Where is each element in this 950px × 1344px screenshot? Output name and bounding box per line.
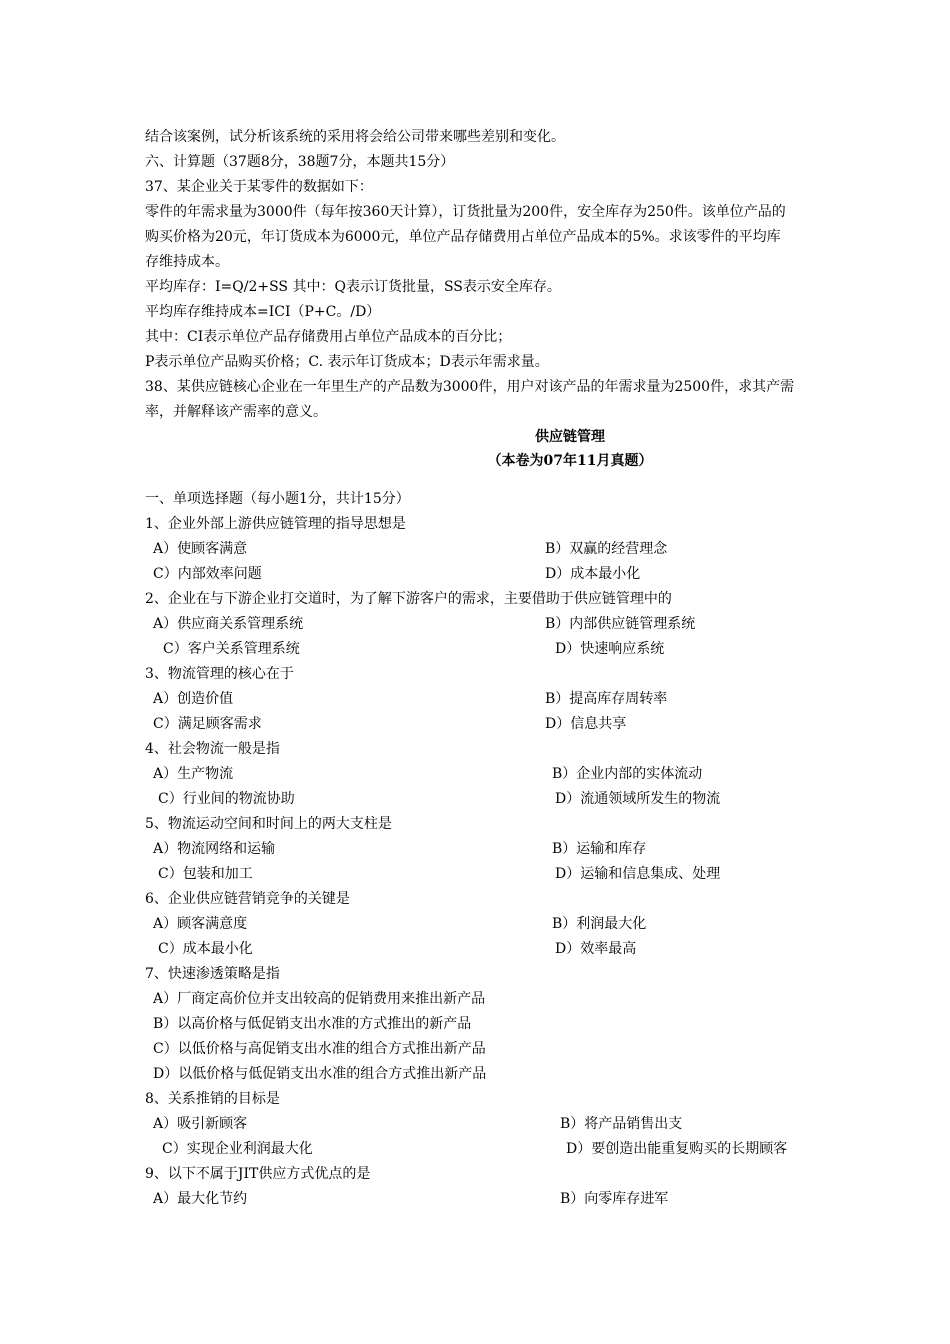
question-7: 7、快速渗透策略是指 — [145, 966, 280, 982]
option-d: D）流通领域所发生的物流 — [555, 791, 721, 807]
option-b: B）提高库存周转率 — [545, 691, 668, 707]
formula-explanation-1: 其中：CI表示单位产品存储费用占单位产品成本的百分比； — [145, 329, 512, 345]
question-8: 8、关系推销的目标是 — [145, 1091, 280, 1107]
option-d: D）以低价格与低促销支出水准的组合方式推出新产品 — [153, 1066, 487, 1082]
question-37-text-line-2: 购买价格为20元，年订货成本为6000元，单位产品存储费用占单位产品成本的5%。求该零件的平均库 — [145, 229, 781, 245]
option-b: B）双赢的经营理念 — [545, 541, 668, 557]
option-c: C）包装和加工 — [158, 866, 253, 882]
option-a: A）创造价值 — [153, 691, 234, 707]
option-c: C）行业间的物流协助 — [158, 791, 295, 807]
formula-explanation-2: P表示单位产品购买价格；C. 表示年订货成本；D表示年需求量。 — [145, 354, 549, 370]
option-b: B）将产品销售出支 — [560, 1116, 683, 1132]
question-9: 9、以下不属于JIT供应方式优点的是 — [145, 1166, 371, 1182]
question-4: 4、社会物流一般是指 — [145, 741, 280, 757]
option-b: B）内部供应链管理系统 — [545, 616, 696, 632]
option-a: A）生产物流 — [153, 766, 234, 782]
question-5: 5、物流运动空间和时间上的两大支柱是 — [145, 816, 392, 832]
question-6: 6、企业供应链营销竞争的关键是 — [145, 891, 350, 907]
option-b: B）以高价格与低促销支出水准的方式推出的新产品 — [153, 1016, 472, 1032]
option-c: C）实现企业利润最大化 — [162, 1141, 313, 1157]
option-c: C）满足顾客需求 — [153, 716, 262, 732]
question-37-text-line-1: 零件的年需求量为3000件（每年按360天计算），订货批量为200件，安全库存为250件。该单位产品的 — [145, 204, 786, 220]
option-a: A）顾客满意度 — [153, 916, 248, 932]
question-38-line-2: 率，并解释该产需率的意义。 — [145, 404, 327, 420]
section-six-heading: 六、计算题（37题8分，38题7分，本题共15分） — [145, 154, 455, 170]
question-3: 3、物流管理的核心在于 — [145, 666, 294, 682]
option-c: C）内部效率问题 — [153, 566, 262, 582]
formula-holding-cost: 平均库存维持成本=ICI（P+C。/D） — [145, 304, 381, 320]
option-d: D）快速响应系统 — [555, 641, 665, 657]
option-d: D）信息共享 — [545, 716, 627, 732]
option-c: C）以低价格与高促销支出水准的组合方式推出新产品 — [153, 1041, 486, 1057]
question-37: 37、某企业关于某零件的数据如下： — [145, 179, 373, 195]
option-a: A）厂商定高价位并支出较高的促销费用来推出新产品 — [153, 991, 486, 1007]
question-37-text-line-3: 存维持成本。 — [145, 254, 229, 270]
option-c: C）成本最小化 — [158, 941, 253, 957]
option-a: A）最大化节约 — [153, 1191, 248, 1207]
option-a: A）使顾客满意 — [153, 541, 248, 557]
option-b: B）企业内部的实体流动 — [552, 766, 703, 782]
document-subtitle: （本卷为07年11月真题） — [487, 453, 653, 469]
document-title: 供应链管理 — [535, 429, 605, 445]
option-d: D）成本最小化 — [545, 566, 641, 582]
question-1: 1、企业外部上游供应链管理的指导思想是 — [145, 516, 406, 532]
option-a: A）物流网络和运输 — [153, 841, 276, 857]
option-b: B）利润最大化 — [552, 916, 647, 932]
section-one-heading: 一、单项选择题（每小题1分，共计15分） — [145, 491, 410, 507]
option-a: A）吸引新顾客 — [153, 1116, 248, 1132]
case-conclusion-line: 结合该案例，试分析该系统的采用将会给公司带来哪些差别和变化。 — [145, 129, 565, 145]
option-d: D）运输和信息集成、处理 — [555, 866, 721, 882]
option-b: B）运输和库存 — [552, 841, 647, 857]
option-a: A）供应商关系管理系统 — [153, 616, 304, 632]
question-2: 2、企业在与下游企业打交道时，为了解下游客户的需求，主要借助于供应链管理中的 — [145, 591, 672, 607]
formula-average-inventory: 平均库存：I=Q/2+SS 其中：Q表示订货批量，SS表示安全库存。 — [145, 279, 561, 295]
option-d: D）效率最高 — [555, 941, 637, 957]
question-38-line-1: 38、某供应链核心企业在一年里生产的产品数为3000件，用户对该产品的年需求量为2500件，求其产需 — [145, 379, 795, 395]
option-b: B）向零库存进军 — [560, 1191, 669, 1207]
option-d: D）要创造出能重复购买的长期顾客 — [566, 1141, 788, 1157]
option-c: C）客户关系管理系统 — [163, 641, 300, 657]
